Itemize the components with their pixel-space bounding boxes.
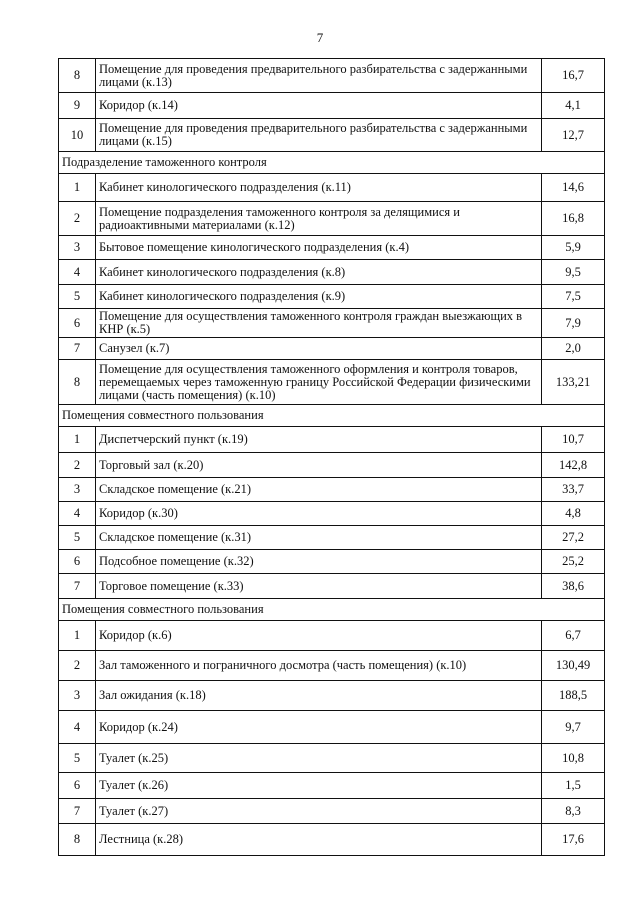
- room-name: Туалет (к.26): [96, 773, 542, 799]
- room-area: 188,5: [542, 681, 605, 711]
- row-number: 6: [59, 773, 96, 799]
- room-area: 14,6: [542, 174, 605, 202]
- room-area: 133,21: [542, 360, 605, 405]
- room-name: Подсобное помещение (к.32): [96, 550, 542, 574]
- row-number: 4: [59, 260, 96, 285]
- row-number: 1: [59, 621, 96, 651]
- row-number: 4: [59, 502, 96, 526]
- room-area: 142,8: [542, 453, 605, 478]
- row-number: 6: [59, 309, 96, 338]
- room-name: Санузел (к.7): [96, 338, 542, 360]
- section-title: Подразделение таможенного контроля: [59, 152, 605, 174]
- row-number: 3: [59, 236, 96, 260]
- row-number: 5: [59, 744, 96, 773]
- room-name: Зал ожидания (к.18): [96, 681, 542, 711]
- room-area: 16,7: [542, 59, 605, 93]
- table-row: [59, 236, 605, 260]
- room-name: Туалет (к.25): [96, 744, 542, 773]
- room-name: Помещение подразделения таможенного контроля за делящимися и радиоактивными материалами (к.12): [96, 202, 542, 236]
- table-row: [59, 799, 605, 824]
- room-name: Помещение для осуществления таможенного контроля граждан выезжающих в КНР (к.5): [96, 309, 542, 338]
- room-area: 9,7: [542, 711, 605, 744]
- room-area: 4,8: [542, 502, 605, 526]
- room-area: 7,5: [542, 285, 605, 309]
- table-row: [59, 711, 605, 744]
- room-area: 2,0: [542, 338, 605, 360]
- row-number: 10: [59, 119, 96, 152]
- premises-table-body: [59, 59, 605, 856]
- room-name: Складское помещение (к.21): [96, 478, 542, 502]
- table-row: [59, 427, 605, 453]
- room-name: Коридор (к.24): [96, 711, 542, 744]
- table-row: [59, 202, 605, 236]
- table-row: [59, 360, 605, 405]
- table-row: [59, 621, 605, 651]
- table-row: [59, 651, 605, 681]
- room-name: Помещение для проведения предварительного разбирательства с задержанными лицами (к.15): [96, 119, 542, 152]
- room-area: 27,2: [542, 526, 605, 550]
- row-number: 8: [59, 360, 96, 405]
- room-name: Лестница (к.28): [96, 824, 542, 856]
- row-number: 6: [59, 550, 96, 574]
- table-row: [59, 453, 605, 478]
- row-number: 1: [59, 427, 96, 453]
- table-row: [59, 744, 605, 773]
- table-row: [59, 260, 605, 285]
- room-area: 9,5: [542, 260, 605, 285]
- section-title: Помещения совместного пользования: [59, 599, 605, 621]
- table-row: [59, 338, 605, 360]
- table-row: [59, 574, 605, 599]
- table-row: [59, 119, 605, 152]
- room-name: Торговый зал (к.20): [96, 453, 542, 478]
- section-header-row: [59, 405, 605, 427]
- room-name: Торговое помещение (к.33): [96, 574, 542, 599]
- room-area: 1,5: [542, 773, 605, 799]
- row-number: 8: [59, 59, 96, 93]
- page-number: 7: [316, 30, 324, 45]
- row-number: 5: [59, 285, 96, 309]
- room-area: 6,7: [542, 621, 605, 651]
- row-number: 2: [59, 202, 96, 236]
- room-area: 130,49: [542, 651, 605, 681]
- room-area: 5,9: [542, 236, 605, 260]
- table-row: [59, 478, 605, 502]
- row-number: 1: [59, 174, 96, 202]
- table-row: [59, 285, 605, 309]
- row-number: 9: [59, 93, 96, 119]
- room-area: 33,7: [542, 478, 605, 502]
- row-number: 3: [59, 681, 96, 711]
- room-name: Бытовое помещение кинологического подразделения (к.4): [96, 236, 542, 260]
- room-name: Коридор (к.30): [96, 502, 542, 526]
- row-number: 8: [59, 824, 96, 856]
- row-number: 5: [59, 526, 96, 550]
- room-name: Коридор (к.14): [96, 93, 542, 119]
- room-name: Помещение для осуществления таможенного оформления и контроля товаров, перемещаемых через таможенную границу Российской Федерации физическими лицами (часть помещения) (к.10): [96, 360, 542, 405]
- room-name: Складское помещение (к.31): [96, 526, 542, 550]
- section-header-row: [59, 599, 605, 621]
- room-name: Зал таможенного и пограничного досмотра (часть помещения) (к.10): [96, 651, 542, 681]
- row-number: 7: [59, 338, 96, 360]
- table-row: [59, 824, 605, 856]
- row-number: 2: [59, 651, 96, 681]
- room-area: 7,9: [542, 309, 605, 338]
- room-name: Диспетчерский пункт (к.19): [96, 427, 542, 453]
- row-number: 4: [59, 711, 96, 744]
- table-row: [59, 681, 605, 711]
- table-row: [59, 773, 605, 799]
- row-number: 7: [59, 799, 96, 824]
- room-name: Туалет (к.27): [96, 799, 542, 824]
- room-area: 10,8: [542, 744, 605, 773]
- room-name: Коридор (к.6): [96, 621, 542, 651]
- room-name: Кабинет кинологического подразделения (к.11): [96, 174, 542, 202]
- row-number: 7: [59, 574, 96, 599]
- room-name: Помещение для проведения предварительного разбирательства с задержанными лицами (к.13): [96, 59, 542, 93]
- table-row: [59, 93, 605, 119]
- room-area: 12,7: [542, 119, 605, 152]
- room-area: 10,7: [542, 427, 605, 453]
- row-number: 3: [59, 478, 96, 502]
- room-area: 4,1: [542, 93, 605, 119]
- room-area: 8,3: [542, 799, 605, 824]
- table-row: [59, 59, 605, 93]
- premises-table: [58, 58, 605, 856]
- table-row: [59, 309, 605, 338]
- room-name: Кабинет кинологического подразделения (к.8): [96, 260, 542, 285]
- room-name: Кабинет кинологического подразделения (к.9): [96, 285, 542, 309]
- room-area: 38,6: [542, 574, 605, 599]
- table-row: [59, 526, 605, 550]
- table-row: [59, 502, 605, 526]
- table-row: [59, 174, 605, 202]
- section-title: Помещения совместного пользования: [59, 405, 605, 427]
- section-header-row: [59, 152, 605, 174]
- row-number: 2: [59, 453, 96, 478]
- room-area: 16,8: [542, 202, 605, 236]
- room-area: 17,6: [542, 824, 605, 856]
- room-area: 25,2: [542, 550, 605, 574]
- table-row: [59, 550, 605, 574]
